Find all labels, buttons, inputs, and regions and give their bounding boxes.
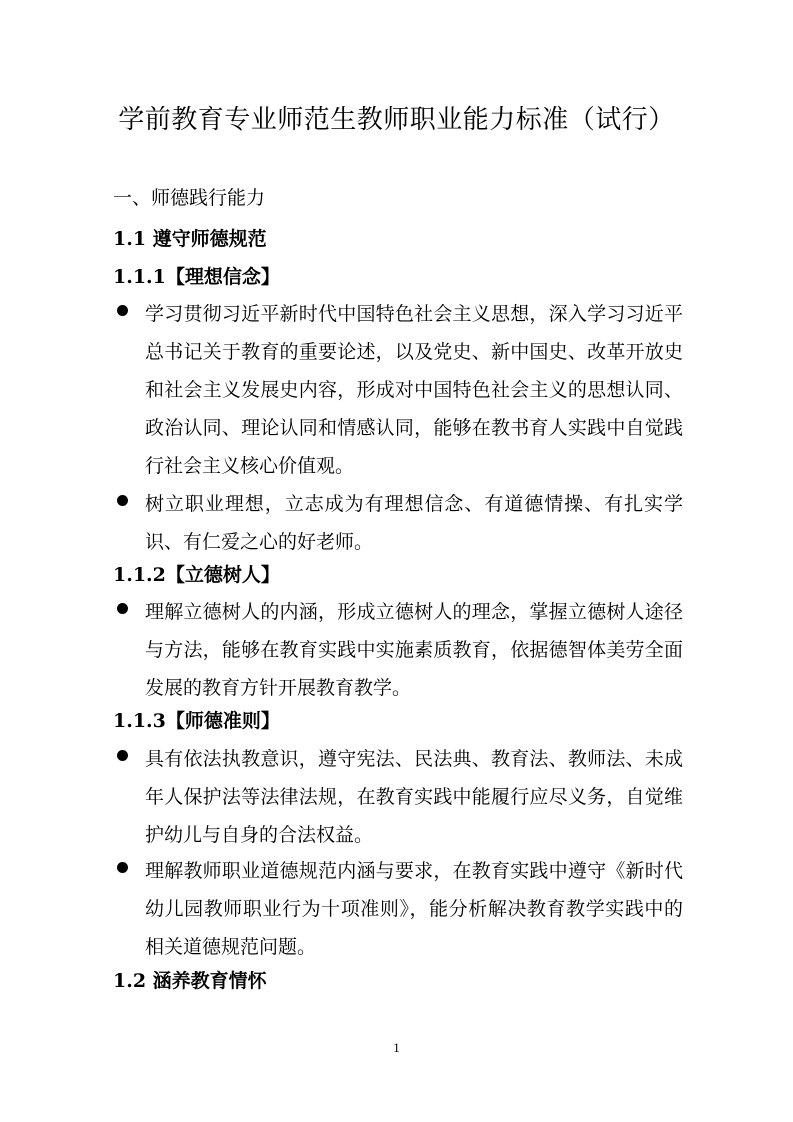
- subsection-heading-1-2: 1.2 涵养教育情怀: [113, 970, 267, 992]
- bullet-icon: [117, 495, 128, 506]
- document-title: 学前教育专业师范生教师职业能力标准（试行）: [118, 105, 675, 135]
- bullet-icon: [117, 862, 128, 873]
- bullet-text: 理解立德树人的内涵，形成立德树人的理念，掌握立德树人途径与方法，能够在教育实践中实施素质教育，依据德智体美劳全面发展的教育方针开展教育教学。: [145, 601, 683, 699]
- bullet-icon: [117, 305, 128, 316]
- item-heading-1-1-1: 1.1.1【理想信念】: [113, 266, 280, 288]
- list-item: [113, 740, 683, 854]
- list-item: [113, 852, 683, 966]
- bullet-icon: [117, 750, 128, 761]
- bullet-text: 树立职业理想，立志成为有理想信念、有道德情操、有扎实学识、有仁爱之心的好老师。: [145, 493, 683, 553]
- section-heading-1: 一、师德践行能力: [113, 187, 266, 209]
- page-number: 1: [393, 1040, 400, 1055]
- list-item: [113, 295, 683, 485]
- subsection-heading-1-1: 1.1 遵守师德规范: [113, 228, 267, 250]
- list-item: [113, 485, 683, 561]
- list-item: [113, 593, 683, 707]
- bullet-text: 具有依法执教意识，遵守宪法、民法典、教育法、教师法、未成年人保护法等法律法规，在教育实践中能履行应尽义务，自觉维护幼儿与自身的合法权益。: [145, 748, 683, 846]
- item-heading-1-1-3: 1.1.3【师德准则】: [113, 710, 280, 732]
- item-heading-1-1-2: 1.1.2【立德树人】: [113, 564, 280, 586]
- bullet-icon: [117, 603, 128, 614]
- bullet-text: 学习贯彻习近平新时代中国特色社会主义思想，深入学习习近平总书记关于教育的重要论述，以及党史、新中国史、改革开放史和社会主义发展史内容，形成对中国特色社会主义的思想认同、政治认同、理论认同和情感认同，能够在教书育人实践中自觉践行社会主义核心价值观。: [145, 303, 683, 477]
- bullet-text: 理解教师职业道德规范内涵与要求，在教育实践中遵守《新时代幼儿园教师职业行为十项准则》，能分析解决教育教学实践中的相关道德规范问题。: [145, 860, 683, 958]
